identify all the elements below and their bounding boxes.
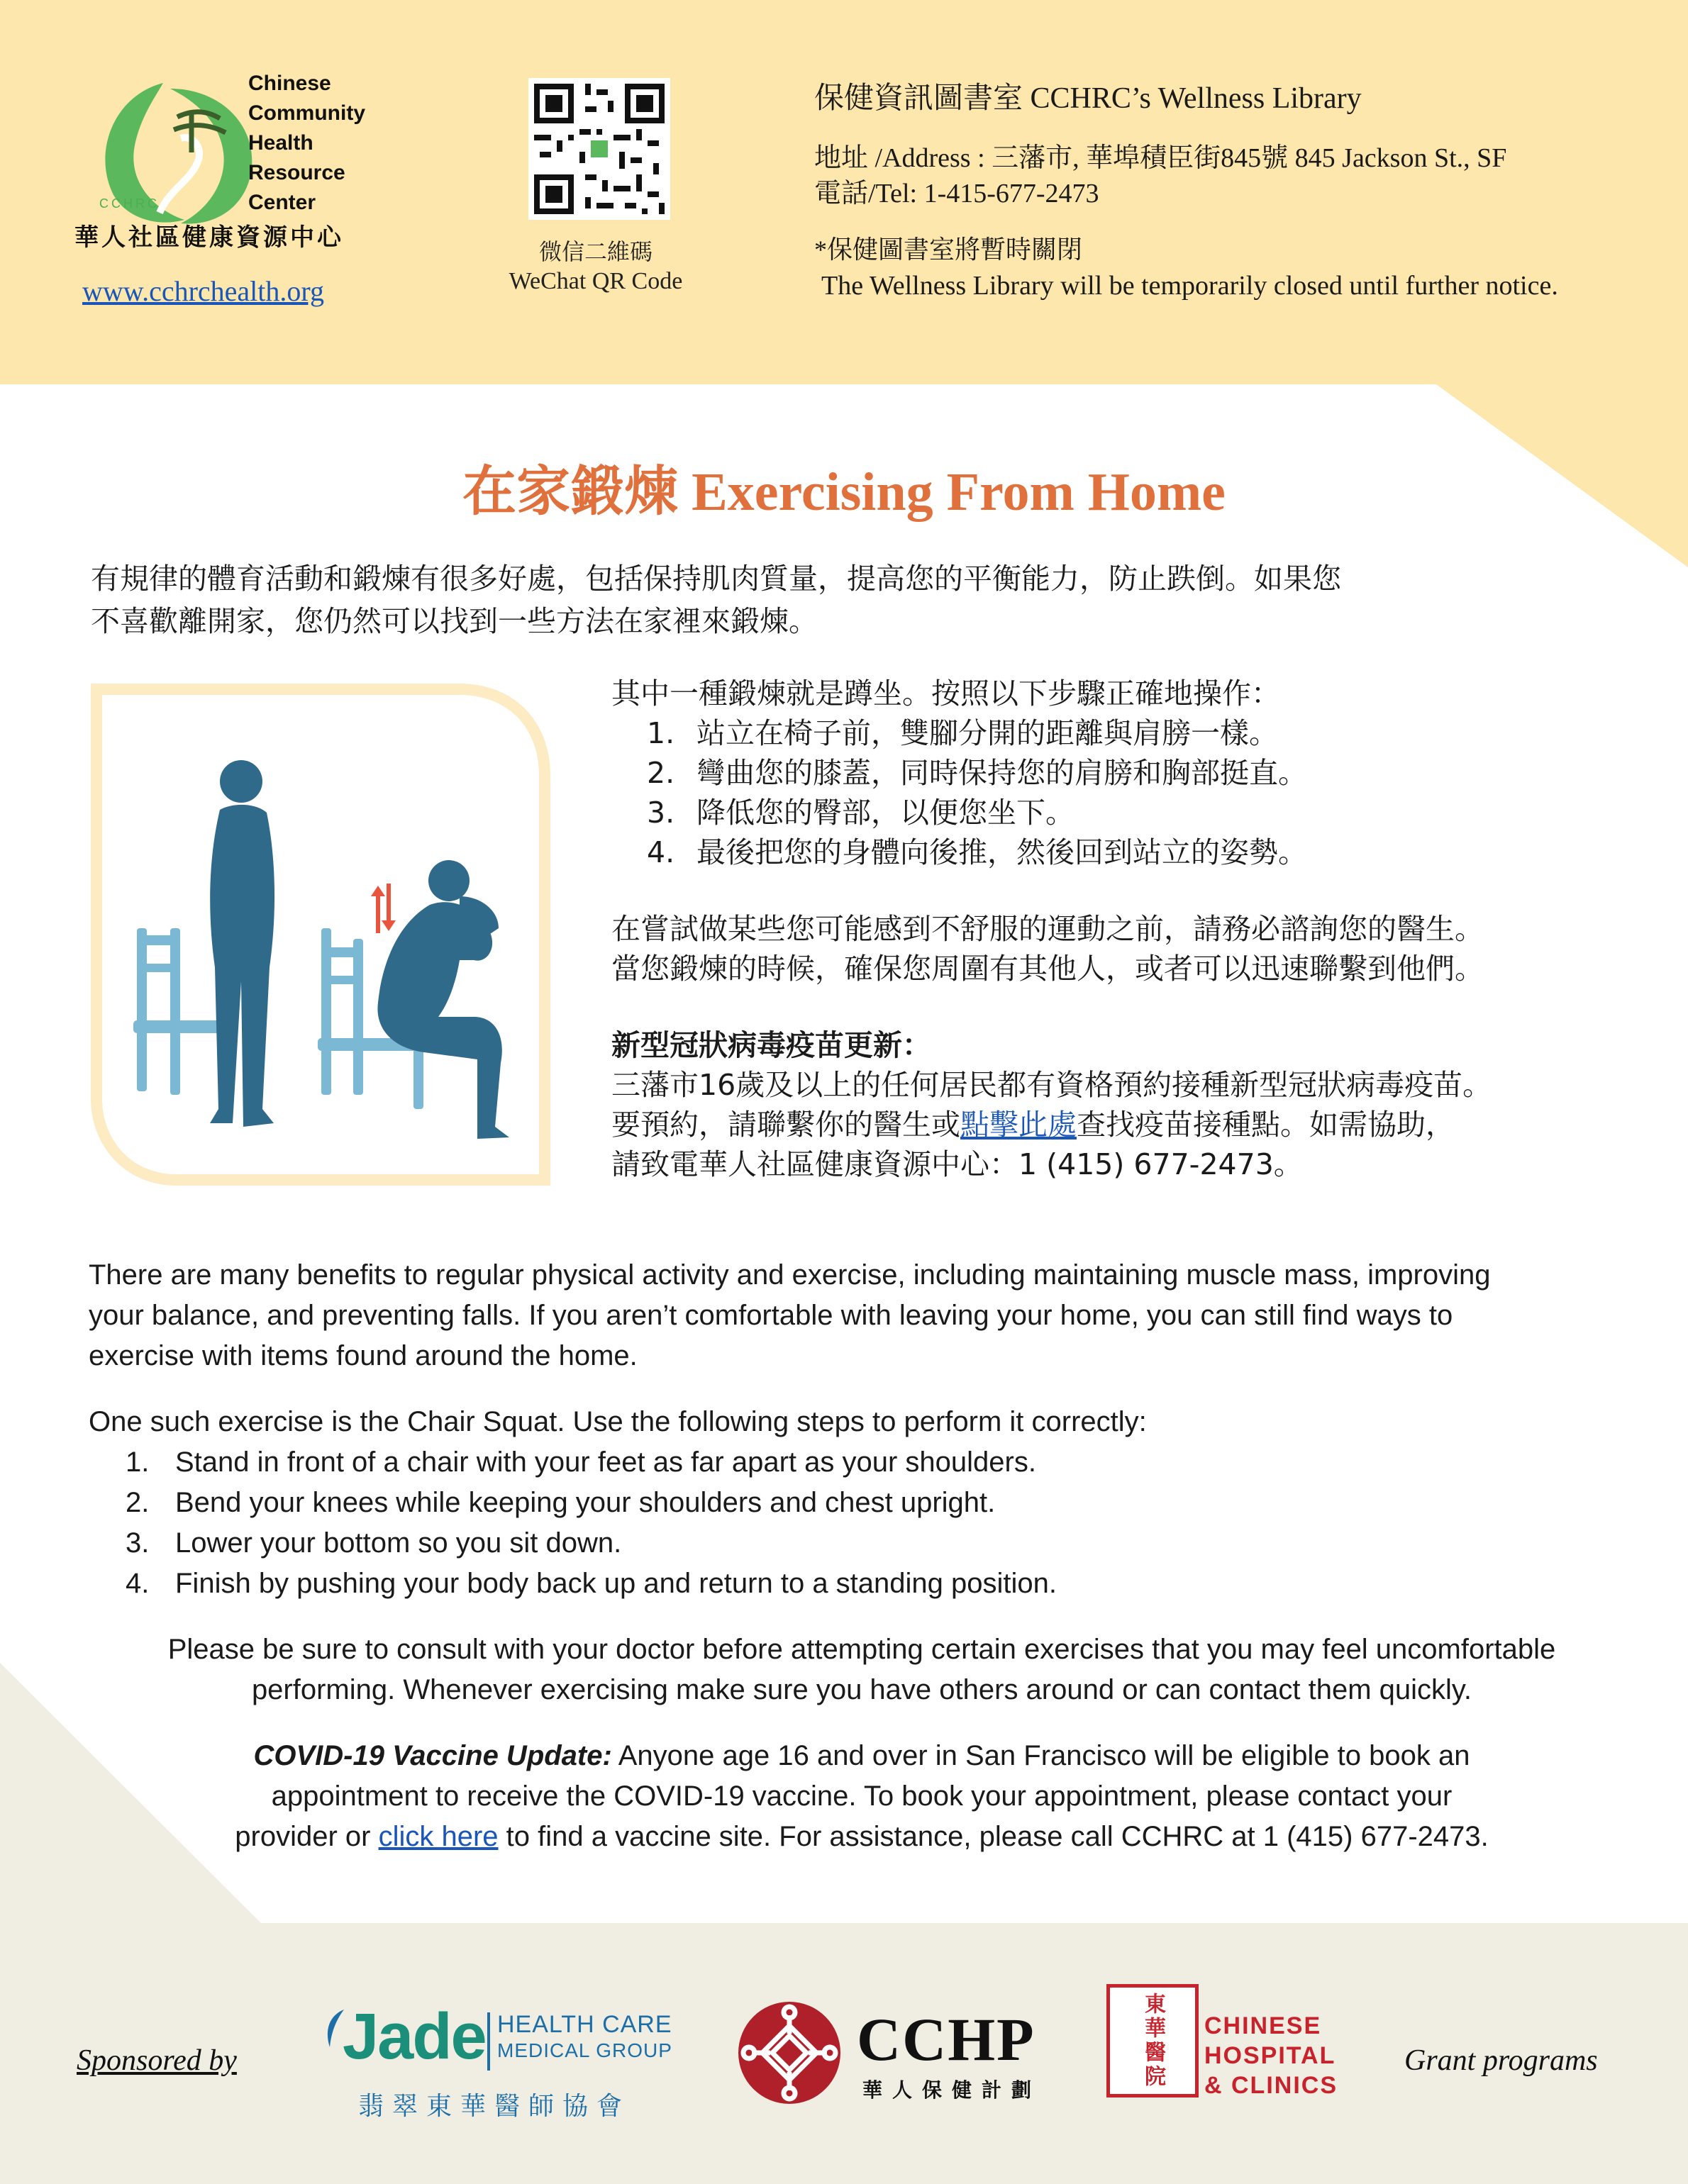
grant-programs-label: Grant programs: [1404, 2044, 1598, 2077]
jade-logo: [323, 1993, 692, 2134]
list-item: 4. Finish by pushing your body back up and return to a standing position.: [126, 1568, 1057, 1599]
page-title: 在家鍛煉 Exercising From Home: [462, 462, 1226, 522]
list-item: 3. Lower your bottom so you sit down.: [126, 1527, 622, 1559]
en-steps: [89, 1402, 1635, 1604]
cchp-name-zh: 華人保健計劃: [862, 2078, 1042, 2102]
wechat-qr-block: [489, 78, 702, 305]
en-steps-intro: One such exercise is the Chair Squat. Use the following steps to perform it correctly:: [89, 1406, 1147, 1437]
zh-vaccine-heading: 新型冠狀病毒疫苗更新：: [611, 1028, 931, 1062]
library-notice-zh: *保健圖書室將暫時關閉: [814, 235, 1083, 264]
website-link[interactable]: www.cchrchealth.org: [82, 275, 324, 307]
library-notice-en: The Wellness Library will be temporarily closed until further notice.: [821, 271, 1558, 301]
en-steps-list: [89, 1442, 1635, 1604]
cchrc-logo-block: [71, 67, 411, 316]
chinese-hospital-name: CHINESE HOSPITAL & CLINICS: [1204, 2012, 1338, 2099]
cchp-knot-icon: [736, 2000, 843, 2106]
list-item: 2. Bend your knees while keeping your shoulders and chest upright.: [126, 1487, 996, 1518]
cchp-name: CCHP: [857, 2005, 1035, 2073]
en-instructions: [89, 1255, 1635, 1857]
zh-vaccine-update: 新型冠狀病毒疫苗更新： 三藩市16歲及以上的任何居民都有資格預約接種新型冠狀病毒疫苗。 要預約，請聯繫你的醫生或點擊此處查找疫苗接種點。如需協助， 請致電華人社區健康資源中心：1 (415) 677-2473。: [611, 1025, 1640, 1184]
chair-squat-illustration: [91, 684, 559, 1187]
library-title: 保健資訊圖書室 CCHRC’s Wellness Library: [814, 82, 1362, 115]
zh-vaccine-link[interactable]: 點擊此處: [960, 1108, 1077, 1142]
chinese-hospital-seal-icon: 東華醫院: [1106, 1984, 1199, 2097]
up-down-arrows-icon: [371, 884, 396, 933]
en-intro: There are many benefits to regular physical activity and exercise, including maintaining muscle mass, improving your balance, and preventing falls. If you aren’t comfortable with leaving your home, you can still find ways to exercise with items found around the home.: [89, 1259, 1491, 1371]
zh-instructions: [611, 674, 1640, 1184]
zh-steps-list: [611, 713, 1640, 872]
jade-name: Jade: [343, 2000, 486, 2073]
qr-label-zh: 微信二維碼: [538, 238, 653, 265]
sponsor-footer: [0, 1922, 1688, 2184]
zh-consult: 在嘗試做某些您可能感到不舒服的運動之前，請務必諮詢您的醫生。 當您鍛煉的時候，確保您周圍有其他人，或者可以迅速聯繫到他們。: [611, 912, 1484, 986]
list-item: 1. Stand in front of a chair with your feet as far apart as your shoulders.: [126, 1447, 1036, 1478]
en-consult: Please be sure to consult with your doctor before attempting certain exercises that you may feel uncomfortable performing. Whenever exercising make sure you have others around or can contact them quickly.: [167, 1634, 1556, 1705]
wechat-qr-code-icon[interactable]: [528, 78, 670, 220]
org-name-zh: 華人社區健康資源中心: [74, 223, 344, 252]
list-item: 2. 彎曲您的膝蓋，同時保持您的肩膀和胸部挺直。: [647, 756, 1307, 790]
chinese-hospital-logo: [1106, 1984, 1376, 2112]
jade-sub1: HEALTH CARE: [497, 2011, 672, 2038]
list-item: 1. 站立在椅子前，雙腳分開的距離與肩膀一樣。: [647, 716, 1278, 750]
qr-label-en: WeChat QR Code: [509, 268, 683, 294]
en-vaccine-link[interactable]: click here: [378, 1821, 499, 1852]
zh-steps-intro: 其中一種鍛煉就是蹲坐。按照以下步驟正確地操作：: [611, 676, 1280, 711]
zh-intro: 有規律的體育活動和鍛煉有很多好處，包括保持肌肉質量，提高您的平衡能力，防止跌倒。如果您 不喜歡離開家，您仍然可以找到一些方法在家裡來鍛煉。: [91, 562, 1341, 638]
library-tel: 電話/Tel: 1-415-677-2473: [814, 179, 1099, 208]
en-vaccine-update: COVID-19 Vaccine Update: Anyone age 16 and over in San Francisco will be eligible to book an appointment to receive the COVID-19 vaccine. To book your appointment, please contact your provider or click here to find a vaccine site. For assistance, please call CCHRC at 1 (415) 677-2473.: [235, 1740, 1489, 1852]
org-abbrev: CCHRC: [99, 196, 160, 211]
org-name-en: Chinese Community Health Resource Center: [248, 72, 365, 214]
library-info: [814, 78, 1665, 303]
cchp-logo: [736, 2000, 1041, 2120]
squatting-man-icon: [377, 860, 509, 1139]
en-vaccine-heading: COVID-19 Vaccine Update:: [253, 1740, 612, 1771]
jade-divider: [487, 2012, 490, 2071]
standing-man-icon: [210, 760, 274, 1127]
list-item: 4. 最後把您的身體向後推，然後回到站立的姿勢。: [647, 835, 1307, 869]
jade-name-zh: 翡翠東華醫師協會: [358, 2092, 631, 2121]
library-address: 地址 /Address : 三藩市, 華埠積臣街845號 845 Jackson St., SF: [814, 143, 1507, 173]
list-item: 3. 降低您的臀部，以便您坐下。: [647, 796, 1075, 830]
sponsored-by-label: Sponsored by: [77, 2044, 237, 2077]
jade-sub2: MEDICAL GROUP: [497, 2039, 672, 2061]
